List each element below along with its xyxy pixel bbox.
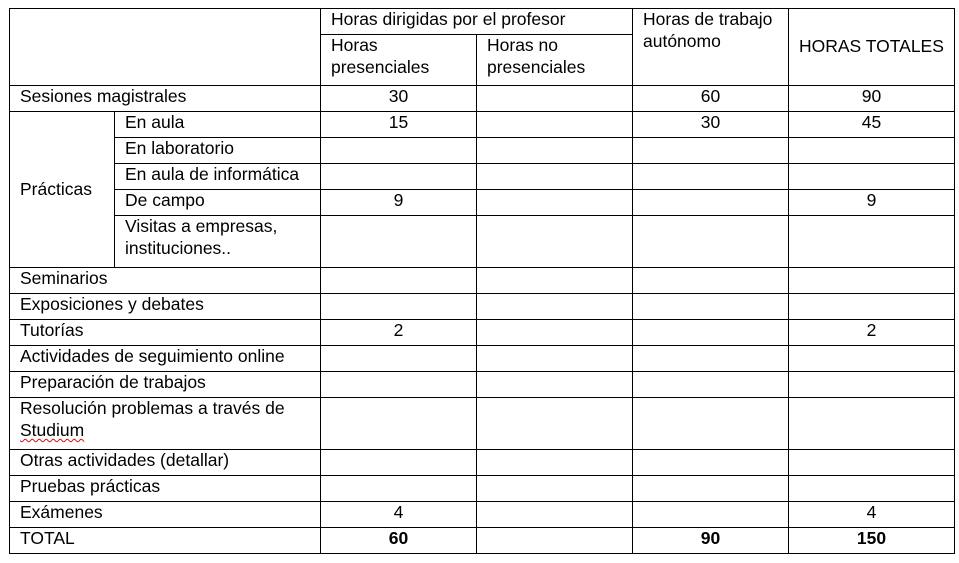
cell-totales [789,216,955,268]
row-label: Otras actividades (detallar) [10,450,321,476]
table-row [10,294,955,320]
cell-autonomo [633,138,789,164]
cell-no-presenciales [477,398,633,450]
cell-no-presenciales [477,216,633,268]
cell-no-presenciales [477,138,633,164]
row-label: En laboratorio [115,138,321,164]
header-col-totales: HORAS TOTALES [789,9,955,86]
row-label: En aula de informática [115,164,321,190]
cell-totales [789,346,955,372]
cell-totales: 90 [789,86,955,112]
cell-autonomo [633,268,789,294]
cell-autonomo [633,372,789,398]
table-row [10,450,955,476]
cell-presenciales: 2 [321,320,477,346]
row-label: Preparación de trabajos [10,372,321,398]
row-label: Tutorías [10,320,321,346]
header-group-label: Horas dirigidas por el profesor [321,9,633,35]
table-row [10,138,955,164]
table-row [10,372,955,398]
row-label: Seminarios [10,268,321,294]
cell-presenciales [321,346,477,372]
table-row [10,346,955,372]
cell-totales [789,372,955,398]
hours-table [9,8,955,554]
total-row [10,528,955,554]
cell-autonomo [633,346,789,372]
cell-totales: 9 [789,190,955,216]
total-totales: 150 [789,528,955,554]
cell-presenciales [321,294,477,320]
cell-totales [789,164,955,190]
table-row [10,320,955,346]
cell-totales [789,476,955,502]
cell-presenciales: 9 [321,190,477,216]
cell-totales [789,294,955,320]
row-label-line-1: Resolución problemas a través de [20,398,285,418]
cell-no-presenciales [477,372,633,398]
cell-no-presenciales [477,502,633,528]
cell-no-presenciales [477,320,633,346]
header-col-autonomo: Horas de trabajo autónomo [633,9,789,86]
table-row [10,476,955,502]
row-label: Exámenes [10,502,321,528]
cell-totales: 2 [789,320,955,346]
header-col-no-presenciales: Horas no presenciales [477,35,633,86]
header-empty-cell [10,9,321,86]
row-label: De campo [115,190,321,216]
cell-autonomo [633,294,789,320]
row-label: Visitas a empresas, instituciones.. [115,216,321,268]
cell-autonomo [633,164,789,190]
cell-autonomo: 30 [633,112,789,138]
cell-no-presenciales [477,450,633,476]
cell-presenciales: 4 [321,502,477,528]
table-row [10,112,955,138]
cell-totales: 4 [789,502,955,528]
cell-presenciales: 30 [321,86,477,112]
row-label: Exposiciones y debates [10,294,321,320]
table-row [10,190,955,216]
row-label: Pruebas prácticas [10,476,321,502]
cell-autonomo [633,502,789,528]
cell-no-presenciales [477,190,633,216]
cell-autonomo [633,216,789,268]
cell-autonomo [633,398,789,450]
row-label: Actividades de seguimiento online [10,346,321,372]
table-row [10,216,955,268]
table-row [10,502,955,528]
row-label-line-2: Studium [20,419,85,440]
cell-no-presenciales [477,476,633,502]
row-label [10,398,321,450]
cell-presenciales [321,164,477,190]
cell-autonomo [633,476,789,502]
table-row [10,398,955,450]
total-no-presenciales [477,528,633,554]
cell-totales [789,450,955,476]
cell-presenciales [321,476,477,502]
cell-presenciales [321,216,477,268]
table-row [10,268,955,294]
row-label: Sesiones magistrales [10,86,321,112]
cell-presenciales [321,268,477,294]
cell-totales: 45 [789,112,955,138]
cell-presenciales [321,398,477,450]
cell-autonomo [633,190,789,216]
cell-no-presenciales [477,346,633,372]
cell-autonomo [633,450,789,476]
cell-autonomo: 60 [633,86,789,112]
cell-no-presenciales [477,164,633,190]
total-presenciales: 60 [321,528,477,554]
cell-no-presenciales [477,86,633,112]
cell-no-presenciales [477,112,633,138]
row-label: En aula [115,112,321,138]
table-row [10,86,955,112]
header-row-1 [10,9,955,35]
cell-presenciales [321,450,477,476]
practicas-group-label: Prácticas [10,112,115,268]
cell-presenciales [321,138,477,164]
cell-presenciales: 15 [321,112,477,138]
cell-no-presenciales [477,294,633,320]
header-col-presenciales: Horas presenciales [321,35,477,86]
total-autonomo: 90 [633,528,789,554]
cell-presenciales [321,372,477,398]
cell-totales [789,138,955,164]
cell-totales [789,268,955,294]
total-label: TOTAL [10,528,321,554]
cell-totales [789,398,955,450]
cell-no-presenciales [477,268,633,294]
table-row [10,164,955,190]
cell-autonomo [633,320,789,346]
